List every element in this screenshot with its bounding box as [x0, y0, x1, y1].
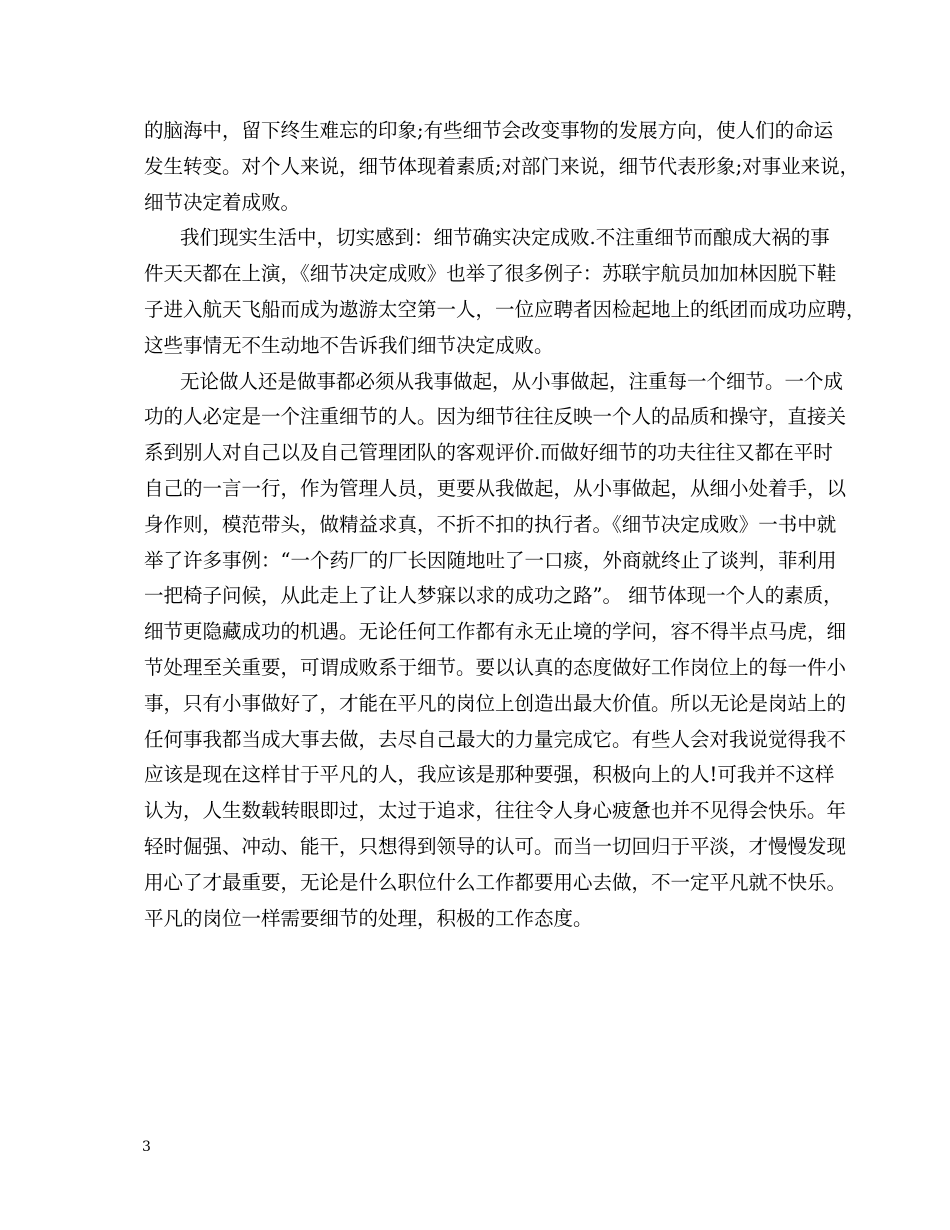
text-line: 这些事情无不生动地不告诉我们细节决定成败。	[144, 333, 554, 357]
text-line: 节处理至关重要，可谓成败系于细节。要以认真的态度做好工作岗位上的每一件小	[144, 655, 847, 679]
text-line: 我们现实生活中，切实感到：细节确实决定成败.不注重细节而酿成大祸的事	[180, 226, 830, 250]
text-line: 发生转变。对个人来说，细节体现着素质;对部门来说，细节代表形象;对事业来说，	[144, 154, 860, 178]
text-line: 件天天都在上演，《细节决定成败》也举了很多例子：苏联宇航员加加林因脱下鞋	[144, 262, 837, 286]
text-line: 认为，人生数载转眼即过，太过于追求，往往令人身心疲惫也并不见得会快乐。年	[144, 799, 847, 823]
text-line: 系到别人对自己以及自己管理团队的客观评价.而做好细节的功夫往往又都在平时	[144, 441, 833, 465]
text-line: 身作则，模范带头，做精益求真，不折不扣的执行者。《细节决定成败》一书中就	[144, 512, 837, 536]
text-line: 应该是现在这样甘于平凡的人，我应该是那种要强，积极向上的人!可我并不这样	[144, 763, 835, 787]
text-line: 的脑海中，留下终生难忘的印象;有些细节会改变事物的发展方向，使人们的命运	[144, 119, 834, 142]
paragraph	[144, 364, 847, 937]
paragraph	[144, 113, 860, 220]
text-line: 一把椅子问候，从此走上了让人梦寐以求的成功之路”。 细节体现一个人的素质，	[144, 584, 843, 608]
text-line: 事，只有小事做好了，才能在平凡的岗位上创造出最大价值。所以无论是岗站上的	[144, 691, 847, 715]
text-line: 用心了才最重要，无论是什么职位什么工作都要用心去做，不一定平凡就不快乐。	[144, 870, 847, 894]
text-line: 细节决定着成败。	[144, 190, 301, 214]
page-number: 3	[142, 1139, 151, 1155]
text-line: 无论做人还是做事都必须从我事做起，从小事做起，注重每一个细节。一个成	[180, 369, 844, 393]
text-line: 细节更隐藏成功的机遇。无论任何工作都有永无止境的学问，容不得半点马虎，细	[144, 620, 847, 644]
text-line: 子进入航天飞船而成为遨游太空第一人，一位应聘者因检起地上的纸团而成功应聘，	[144, 297, 866, 321]
text-line: 举了许多事例：“一个药厂的厂长因随地吐了一口痰，外商就终止了谈判，菲利用	[144, 548, 837, 572]
paragraph	[144, 220, 866, 363]
text-line: 功的人必定是一个注重细节的人。因为细节往往反映一个人的品质和操守，直接关	[144, 405, 847, 429]
text-line: 自己的一言一行，作为管理人员，更要从我做起，从小事做起，从细小处着手，以	[144, 476, 847, 500]
text-line: 平凡的岗位一样需要细节的处理，积极的工作态度。	[144, 906, 593, 930]
text-line: 任何事我都当成大事去做，去尽自己最大的力量完成它。有些人会对我说觉得我不	[144, 727, 847, 751]
body-text	[144, 113, 866, 936]
text-line: 轻时倔强、冲动、能干，只想得到领导的认可。而当一切回归于平淡，才慢慢发现	[144, 834, 847, 858]
